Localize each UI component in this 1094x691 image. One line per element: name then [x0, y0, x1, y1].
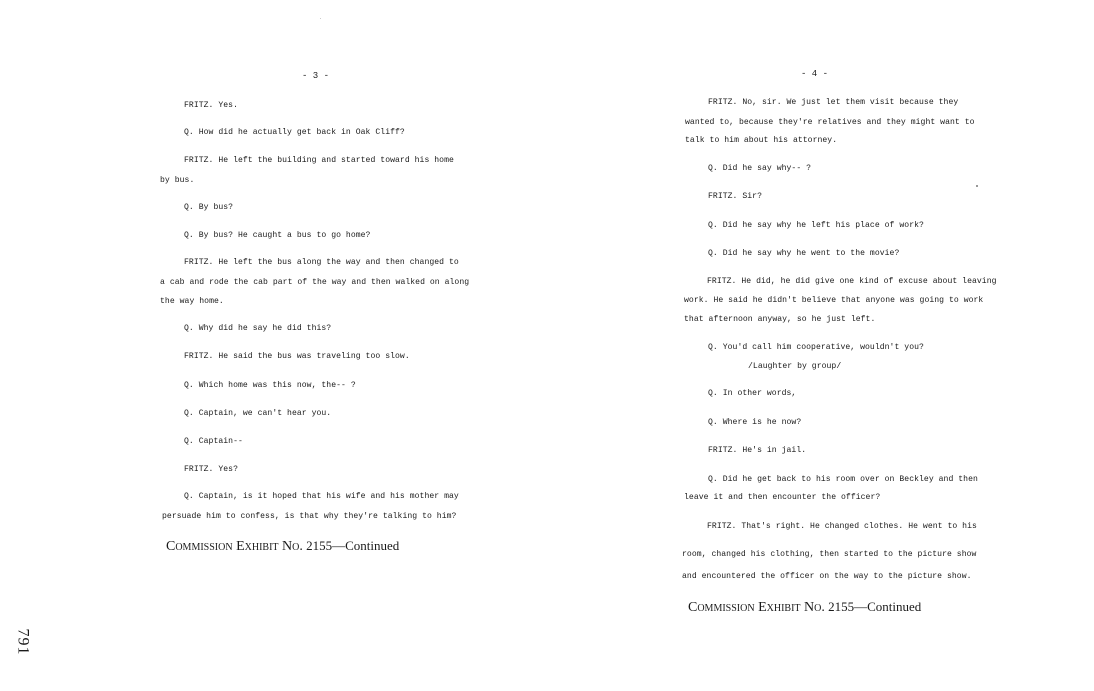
page-number: - 4 -: [801, 69, 829, 79]
transcript-line: work. He said he didn't believe that anyone was going to work: [684, 296, 984, 305]
transcript-line: Q. Captain, is it hoped that his wife and his mother may: [184, 492, 459, 501]
transcript-line: Q. Did he say why-- ?: [708, 164, 812, 173]
transcript-line: FRITZ. He left the bus along the way and then changed to: [184, 258, 459, 267]
transcript-line: talk to him about his attorney.: [685, 136, 838, 145]
transcript-line: Q. Did he get back to his room over on Beckley and then: [708, 475, 978, 484]
transcript-line: wanted to, because they're relatives and they might want to: [685, 118, 975, 127]
transcript-line: leave it and then encounter the officer?: [684, 493, 881, 502]
transcript-line: Q. Why did he say he did this?: [184, 324, 332, 333]
speck-mark: [320, 18, 321, 19]
transcript-line: FRITZ. Sir?: [708, 192, 762, 201]
transcript-line: FRITZ. No, sir. We just let them visit because they: [708, 98, 959, 107]
transcript-line: FRITZ. He's in jail.: [708, 446, 807, 455]
transcript-line: Q. Did he say why he left his place of work?: [708, 221, 924, 230]
transcript-line: Q. Captain--: [184, 437, 243, 446]
right-document-page: [547, 0, 1094, 691]
transcript-line: FRITZ. Yes?: [184, 465, 238, 474]
transcript-line: that afternoon anyway, so he just left.: [684, 315, 876, 324]
transcript-line: a cab and rode the cab part of the way and then walked on along: [160, 278, 470, 287]
transcript-line: and encountered the officer on the way to the picture show.: [682, 572, 972, 581]
transcript-line: Q. By bus? He caught a bus to go home?: [184, 231, 371, 240]
transcript-line: Q. Captain, we can't hear you.: [184, 409, 332, 418]
transcript-line: Q. In other words,: [708, 389, 797, 398]
transcript-line: FRITZ. He said the bus was traveling too slow.: [184, 352, 410, 361]
stage-direction: /Laughter by group/: [748, 362, 842, 371]
volume-page-number: 791: [14, 628, 31, 656]
transcript-line: the way home.: [160, 297, 224, 306]
transcript-line: room, changed his clothing, then started to the picture show: [682, 550, 977, 559]
transcript-line: Q. By bus?: [184, 203, 234, 212]
transcript-line: FRITZ. He did, he did give one kind of excuse about leaving: [707, 277, 997, 286]
exhibit-caption: Commission Exhibit No. 2155—Continued: [688, 599, 922, 615]
transcript-line: Q. Where is he now?: [708, 418, 802, 427]
transcript-line: Q. How did he actually get back in Oak Cliff?: [184, 128, 405, 137]
transcript-line: FRITZ. That's right. He changed clothes. He went to his: [707, 522, 977, 531]
transcript-line: Q. Which home was this now, the-- ?: [184, 381, 356, 390]
transcript-line: Q. Did he say why he went to the movie?: [708, 249, 900, 258]
transcript-line: FRITZ. Yes.: [184, 101, 238, 110]
exhibit-caption: Commission Exhibit No. 2155—Continued: [166, 538, 400, 554]
transcript-line: Q. You'd call him cooperative, wouldn't you?: [708, 343, 924, 352]
transcript-line: by bus.: [160, 176, 195, 185]
transcript-line: FRITZ. He left the building and started toward his home: [184, 156, 454, 165]
transcript-line: persuade him to confess, is that why they're talking to him?: [162, 512, 457, 521]
page-number: - 3 -: [302, 71, 330, 81]
speck-mark: [976, 185, 978, 187]
